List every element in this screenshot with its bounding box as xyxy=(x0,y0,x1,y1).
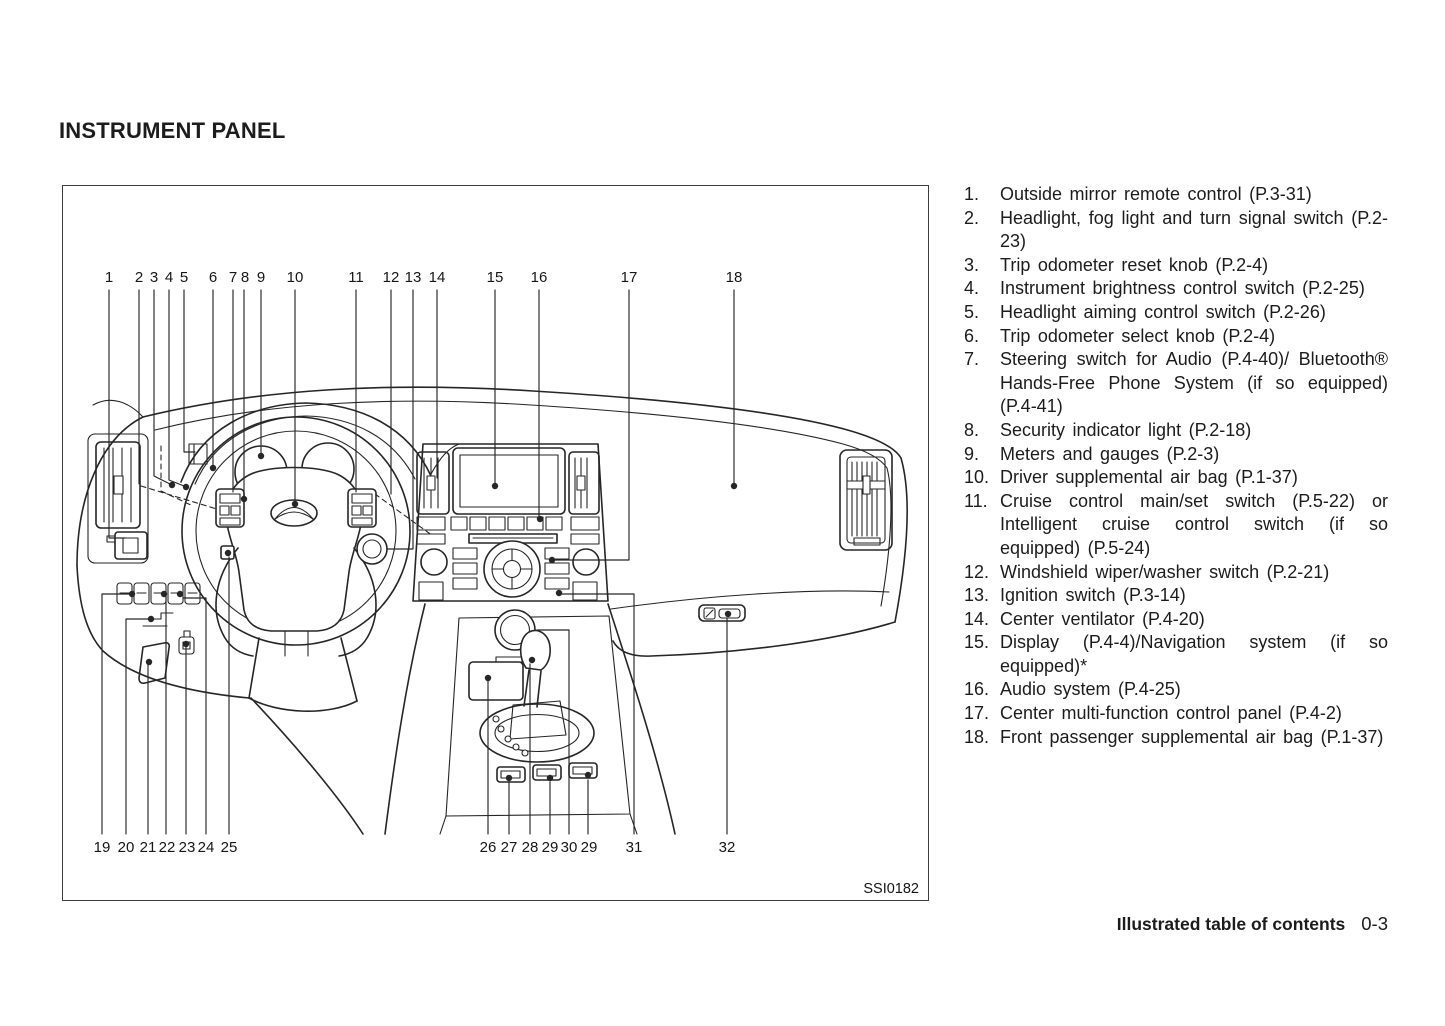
center-ventilator-right xyxy=(569,452,599,514)
legend-item xyxy=(964,443,1388,467)
callout-28: 28 xyxy=(521,839,539,856)
callout-7: 7 xyxy=(228,269,238,286)
center-stack xyxy=(413,444,608,601)
legend-item-number: 18. xyxy=(964,726,990,747)
legend-item xyxy=(964,584,1388,608)
callout-17: 17 xyxy=(620,269,638,286)
callout-30: 30 xyxy=(560,839,578,856)
callout-19: 19 xyxy=(93,839,111,856)
callout-22: 22 xyxy=(158,839,176,856)
legend-item-text: Outside mirror remote control (P.3-31) xyxy=(1000,184,1312,204)
legend-item-number: 16. xyxy=(964,679,990,700)
legend-item xyxy=(964,419,1388,443)
callout-29a: 29 xyxy=(541,839,559,856)
legend-item-number: 13. xyxy=(964,585,990,606)
legend-item-number: 17. xyxy=(964,703,990,724)
legend-item xyxy=(964,702,1388,726)
callout-18: 18 xyxy=(725,269,743,286)
legend-item-text: Steering switch for Audio (P.4-40)/ Bluetooth® Hands-Free Phone System (if so equipped) (P.4-41) xyxy=(1000,349,1388,417)
legend-item-number: 11. xyxy=(964,490,988,511)
legend-item-text: Security indicator light (P.2-18) xyxy=(1000,419,1252,440)
callout-23: 23 xyxy=(178,839,196,856)
footer-section-title: Illustrated table of contents xyxy=(1116,914,1346,934)
legend-item-number: 6. xyxy=(964,325,980,346)
legend-item xyxy=(964,678,1388,702)
multi-function-control-knob xyxy=(484,541,540,597)
legend-item-number: 3. xyxy=(964,254,980,275)
driver-air-bag-pad xyxy=(226,468,362,632)
callout-4: 4 xyxy=(164,269,174,286)
console-storage-box xyxy=(469,662,523,700)
legend-list xyxy=(964,183,1388,749)
legend-item-number: 9. xyxy=(964,443,980,464)
legend-item-number: 10. xyxy=(964,467,990,488)
legend-item-text: Front passenger supplemental air bag (P.1-37) xyxy=(1000,726,1384,747)
callout-12: 12 xyxy=(382,269,400,286)
callout-9: 9 xyxy=(256,269,266,286)
cruise-control-switch xyxy=(348,489,376,527)
legend-item xyxy=(964,254,1388,278)
page-title: INSTRUMENT PANEL xyxy=(59,118,286,143)
display-screen xyxy=(453,448,565,514)
legend-item-number: 12. xyxy=(964,561,990,582)
legend-item-number: 4. xyxy=(964,278,980,299)
callout-25: 25 xyxy=(220,839,238,856)
callout-11: 11 xyxy=(348,269,364,286)
callout-14: 14 xyxy=(428,269,446,286)
callout-31: 31 xyxy=(625,839,643,856)
callout-24: 24 xyxy=(197,839,215,856)
callout-29b: 29 xyxy=(580,839,598,856)
legend-item xyxy=(964,183,1388,207)
legend-item-text: Meters and gauges (P.2-3) xyxy=(1000,443,1220,464)
volume-knob xyxy=(421,549,447,575)
callout-15: 15 xyxy=(486,269,504,286)
legend-item-text: Audio system (P.4-25) xyxy=(1000,679,1181,700)
legend-item-number: 5. xyxy=(964,301,980,322)
footer-page-number: 0-3 xyxy=(1361,913,1388,934)
legend-item-text: Ignition switch (P.3-14) xyxy=(1000,585,1186,606)
legend-item-number: 8. xyxy=(964,419,980,440)
callout-2: 2 xyxy=(134,269,144,286)
callout-32: 32 xyxy=(718,839,736,856)
top-callout-numbers xyxy=(105,269,743,286)
dashboard-outline xyxy=(77,387,907,834)
callout-13: 13 xyxy=(404,269,422,286)
bottom-callout-numbers xyxy=(94,839,736,856)
callout-27: 27 xyxy=(500,839,518,856)
legend-item xyxy=(964,561,1388,585)
legend-item-number: 7. xyxy=(964,349,980,370)
tune-knob xyxy=(573,549,599,575)
legend-item-number: 1. xyxy=(964,184,980,204)
legend-item xyxy=(964,608,1388,632)
legend-item xyxy=(964,207,1388,254)
leader-lines xyxy=(102,290,737,834)
legend-item-text: Windshield wiper/washer switch (P.2-21) xyxy=(1000,561,1330,582)
legend-item xyxy=(964,325,1388,349)
console-buttons xyxy=(497,763,597,782)
page-footer xyxy=(964,913,1388,935)
callout-10: 10 xyxy=(286,269,304,286)
legend-item-text: Center multi-function control panel (P.4-2) xyxy=(1000,703,1342,724)
legend-item-text: Trip odometer reset knob (P.2-4) xyxy=(1000,254,1269,275)
card-pocket xyxy=(139,643,169,684)
legend-item xyxy=(964,726,1388,750)
legend-item xyxy=(964,301,1388,325)
steering-audio-switch xyxy=(216,489,244,527)
legend-item-text: Center ventilator (P.4-20) xyxy=(1000,608,1205,629)
legend-item xyxy=(964,277,1388,301)
mirror-remote-control-switch xyxy=(115,532,147,559)
callout-3: 3 xyxy=(149,269,159,286)
callout-6: 6 xyxy=(208,269,218,286)
legend-item xyxy=(964,631,1388,678)
glove-box-handle xyxy=(699,605,745,621)
callout-26: 26 xyxy=(479,839,497,856)
legend-item xyxy=(964,348,1388,419)
legend-item-number: 2. xyxy=(964,207,980,228)
callout-20: 20 xyxy=(117,839,135,856)
callout-16: 16 xyxy=(530,269,548,286)
shift-gate xyxy=(480,704,594,762)
legend-item-text: Instrument brightness control switch (P.2-25) xyxy=(1000,278,1365,299)
legend-item-text: Trip odometer select knob (P.2-4) xyxy=(1000,325,1276,346)
legend-item xyxy=(964,490,1388,561)
figure-id: SSI0182 xyxy=(863,881,919,897)
callout-1: 1 xyxy=(104,269,114,286)
legend-item-text: Cruise control main/set switch (P.5-22) or Intelligent cruise control switch (if so equipped) (P.5-24) xyxy=(1000,490,1388,558)
legend-item-text: Driver supplemental air bag (P.1-37) xyxy=(1000,467,1298,488)
legend-item-text: Headlight, fog light and turn signal switch (P.2-23) xyxy=(1000,207,1388,252)
callout-21: 21 xyxy=(139,839,157,856)
legend-item-text: Headlight aiming control switch (P.2-26) xyxy=(1000,301,1326,322)
legend-item xyxy=(964,466,1388,490)
legend-item-number: 15. xyxy=(964,632,990,653)
callout-5: 5 xyxy=(179,269,189,286)
dashboard-line-drawing xyxy=(63,186,927,899)
legend-item-text: Display (P.4-4)/Navigation system (if so equipped)* xyxy=(1000,632,1388,676)
instrument-panel-figure xyxy=(62,185,929,901)
callout-8: 8 xyxy=(240,269,250,286)
legend-item-number: 14. xyxy=(964,608,990,629)
